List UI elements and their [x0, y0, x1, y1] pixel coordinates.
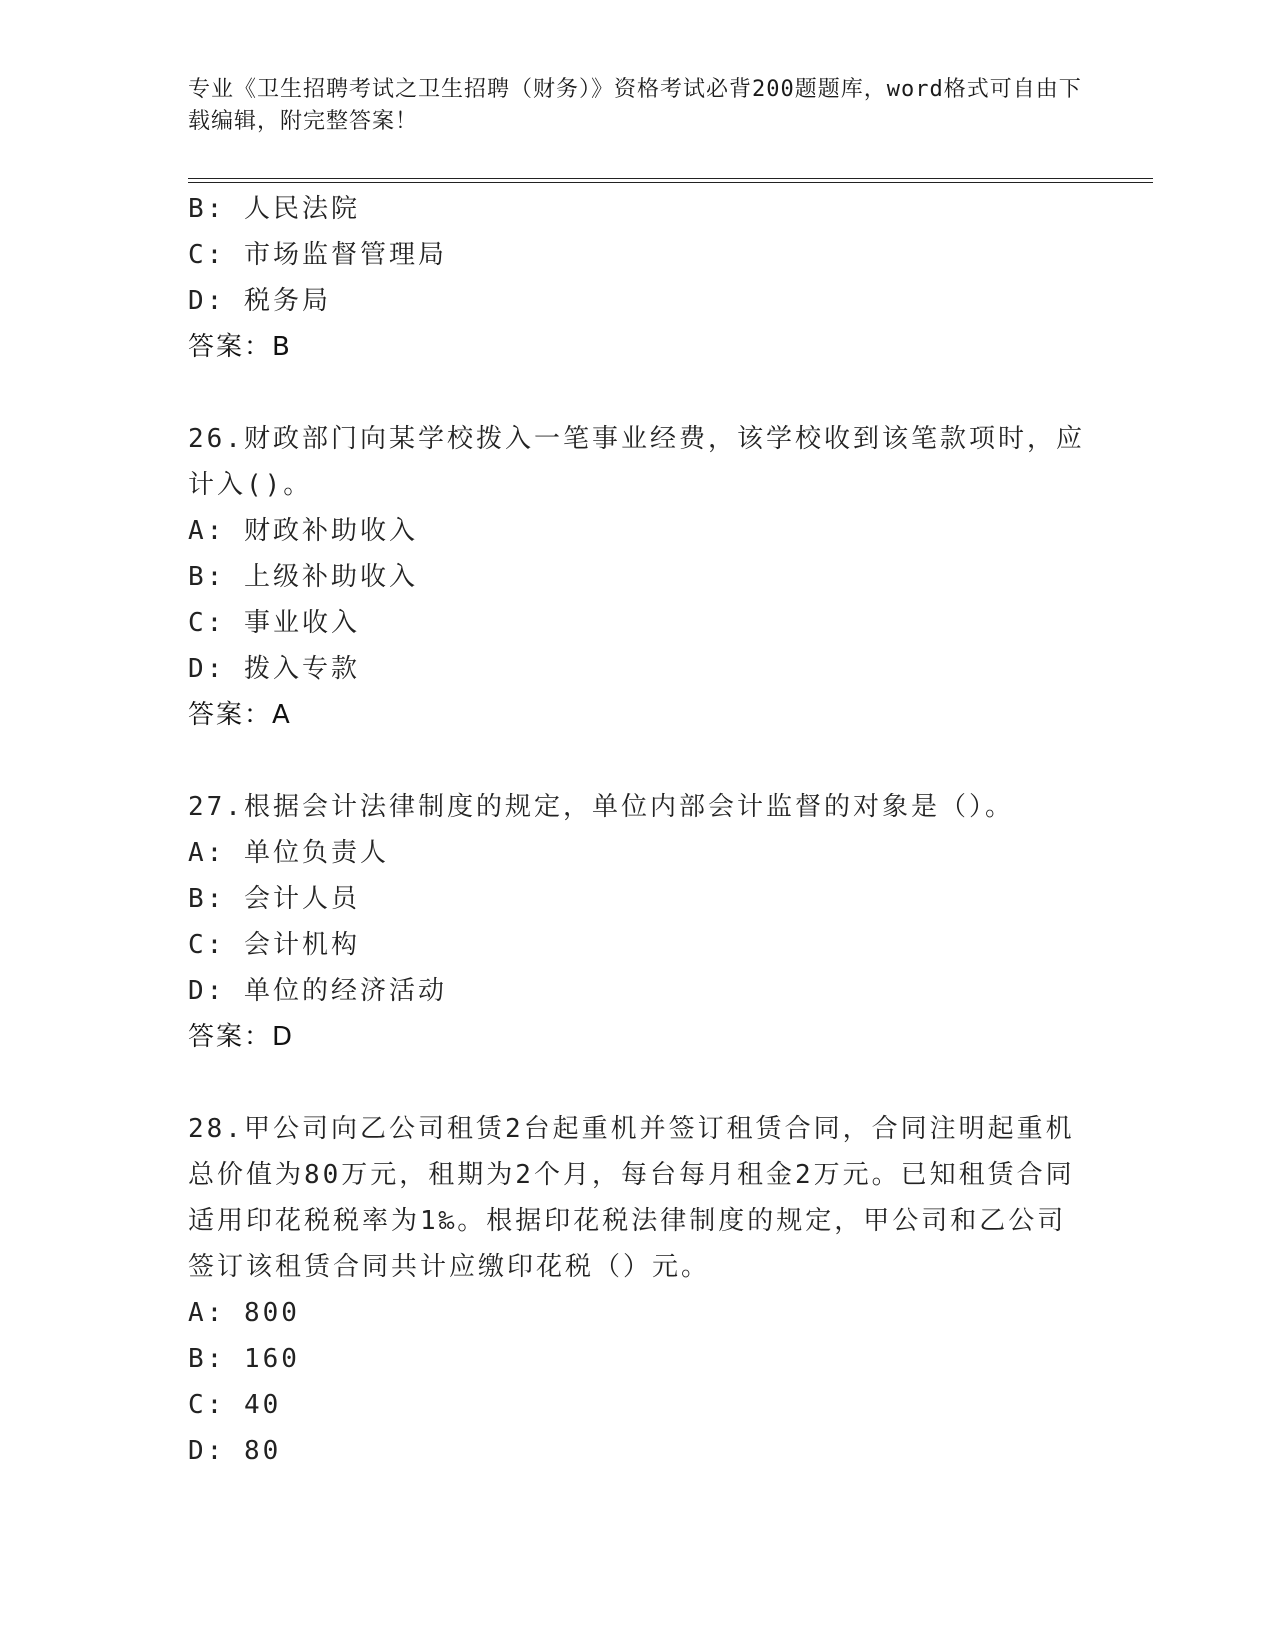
option-letter: B [188, 562, 207, 592]
option-line [188, 922, 1088, 968]
option-text: 800 [243, 1298, 300, 1328]
option-line [188, 508, 1088, 554]
question-stem: 26.财政部门向某学校拨入一笔事业经费，该学校收到该笔款项时，应计入()。 [188, 424, 1085, 500]
option-separator: : [206, 1298, 226, 1328]
option-letter: C [188, 240, 207, 270]
option-text: 人民法院 [243, 194, 360, 224]
option-text: 财政补助收入 [243, 516, 418, 546]
option-separator: : [206, 562, 226, 592]
option-line [188, 646, 1088, 692]
question-fragment [188, 186, 1088, 370]
option-letter: C [188, 608, 207, 638]
option-text: 税务局 [243, 286, 331, 316]
option-letter: D [188, 976, 207, 1006]
header-rule-bottom [188, 182, 1153, 183]
option-text: 40 [243, 1390, 282, 1420]
option-separator: : [206, 1390, 226, 1420]
option-letter: B [188, 1344, 207, 1374]
option-text: 会计人员 [243, 884, 360, 914]
option-line [188, 600, 1088, 646]
option-text: 80 [243, 1436, 282, 1466]
option-separator: : [206, 516, 226, 546]
answer-line: 答案：B [188, 332, 292, 362]
option-text: 市场监督管理局 [243, 240, 447, 270]
option-text: 事业收入 [243, 608, 360, 638]
document-header: 专业《卫生招聘考试之卫生招聘（财务）》资格考试必背200题题库，word格式可自由下载编辑，附完整答案！ [188, 77, 1082, 134]
option-text: 单位的经济活动 [243, 976, 447, 1006]
question-list [188, 186, 1088, 1474]
option-line [188, 876, 1088, 922]
option-letter: B [188, 884, 207, 914]
option-letter: A [188, 516, 207, 546]
option-letter: D [188, 654, 207, 684]
option-text: 会计机构 [243, 930, 360, 960]
option-separator: : [206, 608, 226, 638]
option-separator: : [206, 838, 226, 868]
option-line [188, 186, 1088, 232]
option-line [188, 554, 1088, 600]
option-letter: C [188, 1390, 207, 1420]
option-text: 拨入专款 [243, 654, 360, 684]
option-line [188, 1336, 1088, 1382]
option-separator: : [206, 286, 226, 316]
header-rule-top [188, 178, 1153, 179]
option-letter: D [188, 286, 207, 316]
option-separator: : [206, 976, 226, 1006]
option-line [188, 278, 1088, 324]
option-separator: : [206, 240, 226, 270]
option-text: 单位负责人 [243, 838, 389, 868]
option-line [188, 232, 1088, 278]
question-stem: 27.根据会计法律制度的规定，单位内部会计监督的对象是（）。 [188, 792, 1014, 822]
option-text: 上级补助收入 [243, 562, 418, 592]
question-item [188, 416, 1088, 738]
option-line [188, 1428, 1088, 1474]
question-item [188, 784, 1088, 1060]
answer-line: 答案：D [188, 1022, 295, 1052]
option-letter: C [188, 930, 207, 960]
option-letter: A [188, 1298, 207, 1328]
option-text: 160 [243, 1344, 300, 1374]
question-stem: 28.甲公司向乙公司租赁2台起重机并签订租赁合同，合同注明起重机总价值为80万元，租期为2个月，每台每月租金2万元。已知租赁合同适用印花税税率为1‰。根据印花税法律制度的规定，甲公司和乙公司签订该租赁合同共计应缴印花税（）元。 [188, 1114, 1075, 1282]
option-letter: A [188, 838, 207, 868]
option-line [188, 830, 1088, 876]
option-letter: D [188, 1436, 207, 1466]
option-line [188, 1290, 1088, 1336]
option-separator: : [206, 1436, 226, 1466]
option-separator: : [206, 930, 226, 960]
option-separator: : [206, 1344, 226, 1374]
option-separator: : [206, 884, 226, 914]
option-letter: B [188, 194, 207, 224]
option-separator: : [206, 194, 226, 224]
option-separator: : [206, 654, 226, 684]
question-item [188, 1106, 1088, 1474]
answer-line: 答案：A [188, 700, 292, 730]
option-line [188, 1382, 1088, 1428]
option-line [188, 968, 1088, 1014]
